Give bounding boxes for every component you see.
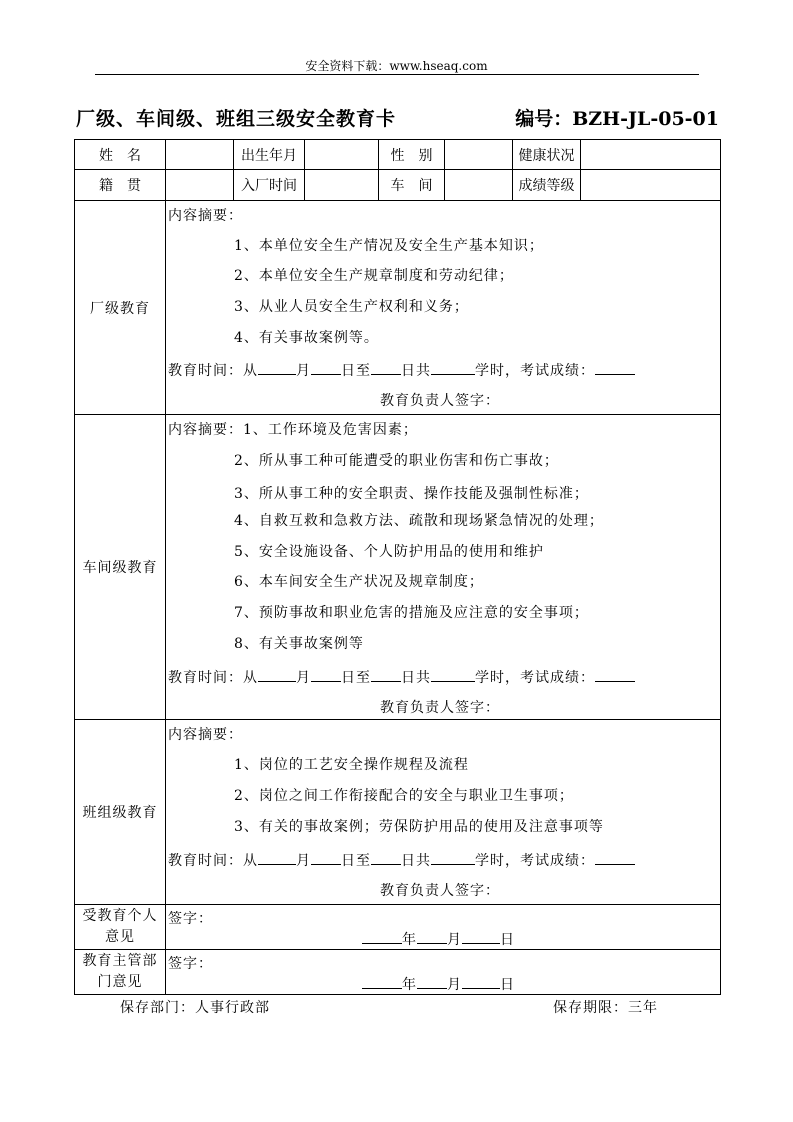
native-label: 籍 贯	[75, 170, 166, 201]
entry-label: 入厂时间	[234, 170, 305, 201]
gender-label: 性 别	[379, 140, 445, 170]
factory-signer: 教育负责人签字：	[380, 393, 500, 409]
grade-value[interactable]	[581, 170, 721, 201]
birth-value[interactable]	[305, 140, 379, 170]
workshop-day-to-blank[interactable]	[371, 667, 401, 682]
trainee-year-blank[interactable]	[362, 929, 402, 944]
workshop-value[interactable]	[445, 170, 513, 201]
team-hours-blank[interactable]	[431, 850, 475, 865]
trainee-month-blank[interactable]	[417, 929, 447, 944]
workshop-item-6: 6、本车间安全生产状况及规章制度；	[234, 574, 484, 590]
team-signer: 教育负责人签字：	[380, 883, 500, 899]
trainee-sign-label: 签字：	[168, 911, 213, 927]
factory-section	[75, 201, 721, 415]
manager-date-line: 年 月 日	[362, 974, 515, 994]
manager-sign-label: 签字：	[168, 956, 213, 972]
workshop-score-blank[interactable]	[595, 667, 635, 682]
native-value[interactable]	[166, 170, 234, 201]
name-value[interactable]	[166, 140, 234, 170]
document-number: 编号：BZH-JL-05-01	[515, 108, 719, 130]
trainee-day-blank[interactable]	[462, 929, 500, 944]
header-site-text: 安全资料下载：www.hseaq.com	[305, 59, 488, 73]
info-row-1	[75, 140, 721, 170]
workshop-item-7: 7、预防事故和职业危害的措施及应注意的安全事项；	[234, 605, 589, 621]
workshop-item-8: 8、有关事故案例等	[234, 636, 364, 652]
team-item-1: 1、岗位的工艺安全操作规程及流程	[234, 757, 469, 773]
gender-value[interactable]	[445, 140, 513, 170]
team-month-blank[interactable]	[258, 850, 296, 865]
workshop-item-4: 4、自救互救和急救方法、疏散和现场紧急情况的处理；	[234, 513, 604, 529]
health-label: 健康状况	[513, 140, 581, 170]
factory-score-blank[interactable]	[595, 360, 635, 375]
factory-item-2: 2、本单位安全生产规章制度和劳动纪律；	[234, 268, 514, 284]
team-item-3: 3、有关的事故案例；劳保防护用品的使用及注意事项等	[234, 819, 604, 835]
health-value[interactable]	[581, 140, 721, 170]
team-section	[75, 720, 721, 905]
workshop-summary: 内容摘要：1、工作环境及危害因素；	[168, 422, 418, 438]
trainee-section	[75, 905, 721, 950]
factory-content	[166, 201, 721, 415]
team-item-2: 2、岗位之间工作衔接配合的安全与职业卫生事项；	[234, 788, 574, 804]
factory-day-blank[interactable]	[311, 360, 341, 375]
workshop-day-blank[interactable]	[311, 667, 341, 682]
manager-section	[75, 950, 721, 995]
footer-dept: 保存部门：人事行政部	[120, 1000, 270, 1016]
birth-label: 出生年月	[234, 140, 305, 170]
factory-day-to-blank[interactable]	[371, 360, 401, 375]
manager-label: 教育主管部 门意见	[75, 950, 166, 995]
workshop-item-2: 2、所从事工种可能遭受的职业伤害和伤亡事故；	[234, 453, 559, 469]
team-content	[166, 720, 721, 905]
workshop-level-label: 车间级教育	[75, 415, 166, 720]
manager-month-blank[interactable]	[417, 974, 447, 989]
trainee-label: 受教育个人 意见	[75, 905, 166, 950]
workshop-content	[166, 415, 721, 720]
team-day-blank[interactable]	[311, 850, 341, 865]
manager-day-blank[interactable]	[462, 974, 500, 989]
workshop-item-5: 5、安全设施设备、个人防护用品的使用和维护	[234, 544, 544, 560]
factory-label: 厂级教育	[75, 201, 166, 415]
manager-content	[166, 950, 721, 995]
factory-item-4: 4、有关事故案例等。	[234, 330, 379, 346]
workshop-month-blank[interactable]	[258, 667, 296, 682]
document-title: 厂级、车间级、班组三级安全教育卡	[76, 108, 397, 130]
trainee-date-line: 年 月 日	[362, 929, 515, 949]
info-row-2	[75, 170, 721, 201]
entry-value[interactable]	[305, 170, 379, 201]
factory-summary: 内容摘要：	[168, 208, 243, 224]
team-label: 班组级教育	[75, 720, 166, 905]
factory-item-3: 3、从业人员安全生产权利和义务；	[234, 299, 469, 315]
manager-year-blank[interactable]	[362, 974, 402, 989]
workshop-item-3: 3、所从事工种的安全职责、操作技能及强制性标准；	[234, 486, 589, 502]
team-summary: 内容摘要：	[168, 727, 243, 743]
footer-period: 保存期限：三年	[553, 1000, 658, 1016]
factory-month-blank[interactable]	[258, 360, 296, 375]
factory-item-1: 1、本单位安全生产情况及安全生产基本知识；	[234, 238, 544, 254]
name-label: 姓 名	[75, 140, 166, 170]
workshop-label: 车 间	[379, 170, 445, 201]
team-time-line: 教育时间：从 月 日至 日共 学时，考试成绩：	[168, 850, 635, 870]
team-day-to-blank[interactable]	[371, 850, 401, 865]
header-rule	[95, 74, 699, 75]
trainee-content	[166, 905, 721, 950]
workshop-signer: 教育负责人签字：	[380, 700, 500, 716]
workshop-section	[75, 415, 721, 720]
education-card-table	[74, 139, 721, 995]
workshop-time-line: 教育时间：从 月 日至 日共 学时，考试成绩：	[168, 667, 635, 687]
factory-time-line: 教育时间：从 月 日至 日共 学时，考试成绩：	[168, 360, 635, 380]
grade-label: 成绩等级	[513, 170, 581, 201]
team-score-blank[interactable]	[595, 850, 635, 865]
workshop-hours-blank[interactable]	[431, 667, 475, 682]
factory-hours-blank[interactable]	[431, 360, 475, 375]
